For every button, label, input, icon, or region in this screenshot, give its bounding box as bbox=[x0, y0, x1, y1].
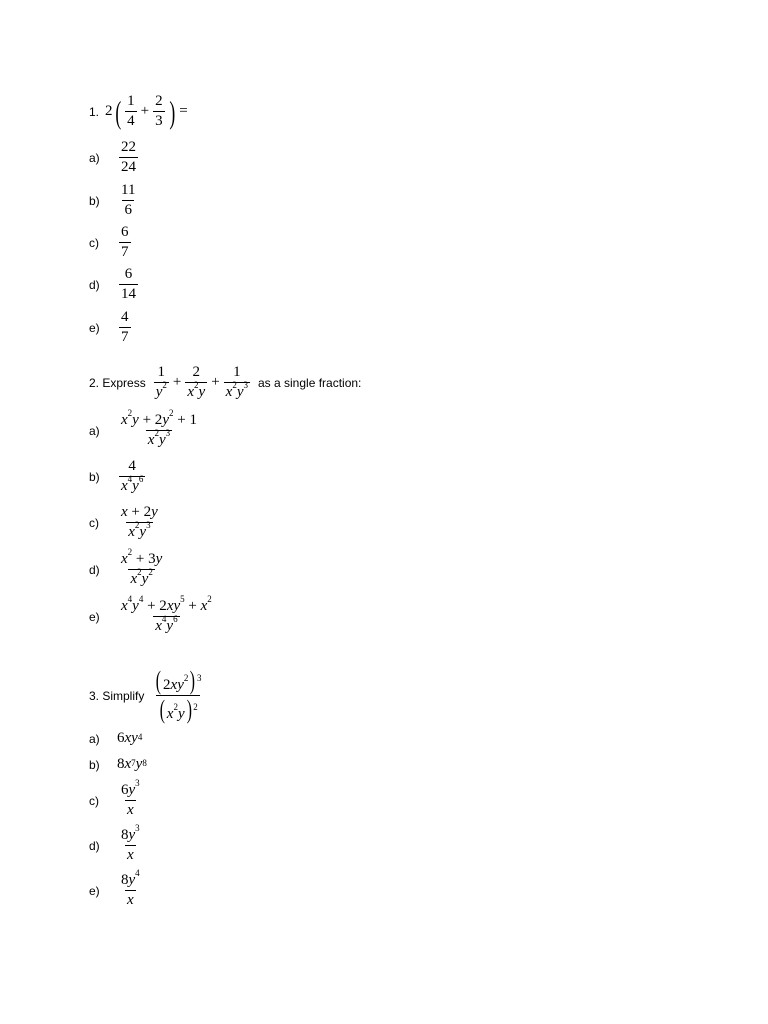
fraction: $\frac{6y^3}{x}$ bbox=[121, 778, 140, 818]
q2-option-b[interactable] bbox=[89, 458, 147, 495]
option-label: b) bbox=[89, 757, 100, 772]
fraction: $\frac{2}{3}$ bbox=[155, 93, 163, 129]
coefficient: 2 bbox=[105, 103, 113, 119]
option-label: a) bbox=[89, 150, 100, 165]
option-label: a) bbox=[89, 731, 100, 746]
left-paren-icon: ( bbox=[114, 93, 121, 130]
option-label: d) bbox=[89, 838, 100, 853]
q1-option-c[interactable] bbox=[89, 224, 133, 261]
fraction: $\frac{4}{x^4y^6}$ bbox=[121, 458, 144, 494]
option-label: c) bbox=[89, 793, 99, 808]
option-label: e) bbox=[89, 609, 100, 624]
question-2-expression: $\frac{1}{y^2}$ + $\frac{2}{x^2y}$ + $\frac{1}{x^2y^3}$ bbox=[155, 364, 248, 400]
question-1-expression bbox=[105, 93, 190, 130]
question-1 bbox=[89, 93, 190, 130]
fraction: $\frac{6}{14}$ bbox=[121, 266, 136, 302]
q2-option-a[interactable] bbox=[89, 408, 201, 449]
option-label: e) bbox=[89, 883, 100, 898]
fraction: $\frac{11}{6}$ bbox=[121, 182, 136, 218]
q3-option-e[interactable] bbox=[89, 868, 144, 909]
option-label: b) bbox=[89, 193, 100, 208]
question-number: 2. Express bbox=[89, 375, 146, 390]
question-number: 3. Simplify bbox=[89, 688, 145, 703]
q2-option-d[interactable] bbox=[89, 547, 166, 588]
q2-option-c[interactable] bbox=[89, 504, 162, 541]
q1-option-d[interactable] bbox=[89, 266, 140, 303]
q3-option-b[interactable]: b) 8 x $^7$ y $^8$ bbox=[89, 756, 147, 772]
fraction: $\frac{x^4y^4 + 2xy^5 + x^2}{x^4y^6}$ bbox=[121, 594, 212, 634]
question-number: 1. bbox=[89, 104, 100, 119]
option-label: e) bbox=[89, 320, 100, 335]
q3-option-a[interactable]: a) 6 xy $^4$ bbox=[89, 730, 143, 746]
option-label: b) bbox=[89, 469, 100, 484]
question-3 bbox=[89, 668, 206, 723]
q2-option-e[interactable] bbox=[89, 594, 216, 635]
fraction: $\frac{6}{7}$ bbox=[121, 224, 129, 260]
fraction: $\frac{1}{4}$ bbox=[127, 93, 135, 129]
fraction: $\frac{x^2y + 2y^2 + 1}{x^2y^3}$ bbox=[121, 408, 197, 448]
option-label: c) bbox=[89, 235, 99, 250]
q3-option-d[interactable] bbox=[89, 823, 144, 864]
question-2 bbox=[89, 364, 367, 401]
fraction: $\frac{8y^3}{x}$ bbox=[121, 823, 140, 863]
fraction: $\frac{x + 2y}{x^2y^3}$ bbox=[121, 504, 158, 540]
plus-sign: + bbox=[140, 103, 150, 119]
option-label: d) bbox=[89, 277, 100, 292]
q1-option-e[interactable] bbox=[89, 309, 133, 346]
fraction: $\frac{x^2 + 3y}{x^2y^2}$ bbox=[121, 547, 163, 587]
option-label: a) bbox=[89, 423, 100, 438]
q1-option-b[interactable] bbox=[89, 182, 139, 219]
q1-option-a[interactable] bbox=[89, 139, 140, 176]
q3-option-c[interactable] bbox=[89, 778, 144, 819]
question-2-suffix: as a single fraction: bbox=[258, 375, 362, 390]
question-3-expression: $\frac{( 2xy^2) ^3}{( x^2y) ^2}$ bbox=[156, 666, 202, 724]
equals-sign: = bbox=[179, 103, 188, 119]
option-label: d) bbox=[89, 562, 100, 577]
fraction: $\frac{22}{24}$ bbox=[121, 139, 136, 175]
right-paren-icon: ) bbox=[169, 93, 175, 130]
option-label: c) bbox=[89, 515, 99, 530]
fraction: $\frac{8y^4}{x}$ bbox=[121, 868, 140, 908]
fraction: $\frac{4}{7}$ bbox=[121, 309, 129, 345]
